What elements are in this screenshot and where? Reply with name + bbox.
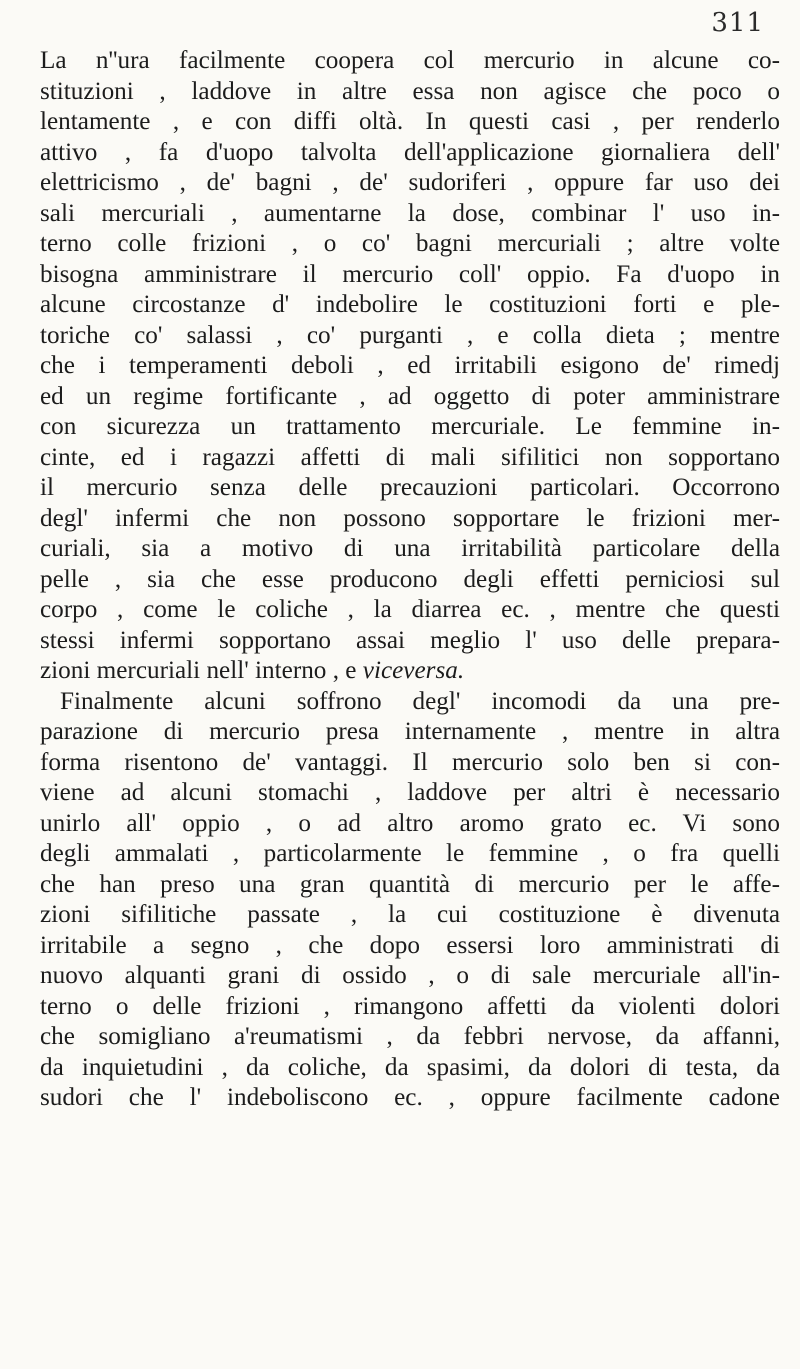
page-body-text [40,46,780,1114]
text-line: stessi infermi sopportano assai meglio l' uso delle prepara- [40,626,780,654]
text-line: curiali, sia a motivo di una irritabilità particolare della [40,535,780,562]
text-line-content: zioni mercuriali nell' interno , e [40,657,363,684]
text-line: viene ad alcuni stomachi , laddove per altri è necessario [40,779,780,806]
text-line: da inquietudini , da coliche, da spasimi, da dolori di testa, da [40,1053,780,1081]
text-line: irritabile a segno , che dopo essersi loro amministrati di [40,931,780,959]
text-line: lentamente , e con diffi oltà. In questi casi , per renderlo [40,108,780,135]
text-line: zioni sifilitiche passate , la cui costituzione è divenuta [40,901,780,928]
text-line: che han preso una gran quantità di mercurio per le affe- [40,870,780,898]
text-line: corpo , come le coliche , la diarrea ec. , mentre che questi [40,596,780,623]
italic-word: viceversa. [362,657,465,684]
text-line: toriche co' salassi , co' purganti , e colla dieta ; mentre [40,321,780,349]
text-line: parazione di mercurio presa internamente , mentre in altra [40,718,780,745]
text-line: pelle , sia che esse producono degli effetti perniciosi sul [40,565,780,593]
text-line: terno o delle frizioni , rimangono affetti da violenti dolori [40,992,780,1020]
text-line: stituzioni , laddove in altre essa non agisce che poco o [40,77,780,105]
text-line: il mercurio senza delle precauzioni particolari. Occorrono [40,474,780,501]
text-line: degli ammalati , particolarmente le femmine , o fra quelli [40,840,780,867]
text-line-paragraph-end [40,656,780,687]
text-line: attivo , fa d'uopo talvolta dell'applicazione giornaliera dell' [40,138,780,166]
text-line: La n''ura facilmente coopera col mercurio in alcune co- [40,47,780,74]
text-line: elettricismo , de' bagni , de' sudoriferi , oppure far uso dei [40,169,780,196]
text-line: unirlo all' oppio , o ad altro aromo grato ec. Vi sono [40,809,780,837]
text-line: sali mercuriali , aumentarne la dose, combinar l' uso in- [40,199,780,227]
text-line: ed un regime fortificante , ad oggetto di poter amministrare [40,382,780,410]
text-line: forma risentono de' vantaggi. Il mercurio solo ben si con- [40,748,780,776]
text-line-paragraph-start: Finalmente alcuni soffrono degl' incomodi da una pre- [60,687,780,715]
text-line: con sicurezza un trattamento mercuriale. Le femmine in- [40,413,780,440]
page-number: 311 [711,8,764,38]
text-line: alcune circostanze d' indebolire le costituzioni forti e ple- [40,291,780,318]
text-line: degl' infermi che non possono sopportare le frizioni mer- [40,504,780,532]
text-line: cinte, ed i ragazzi affetti di mali sifilitici non sopportano [40,443,780,471]
text-line: sudori che l' indeboliscono ec. , oppure facilmente cadone [40,1084,780,1111]
text-line: bisogna amministrare il mercurio coll' oppio. Fa d'uopo in [40,260,780,288]
text-line: che i temperamenti deboli , ed irritabili esigono de' rimedj [40,352,780,379]
text-line: nuovo alquanti grani di ossido , o di sale mercuriale all'in- [40,962,780,989]
text-line: terno colle frizioni , o co' bagni mercuriali ; altre volte [40,230,780,257]
text-line: che somigliano a'reumatismi , da febbri nervose, da affanni, [40,1023,780,1050]
